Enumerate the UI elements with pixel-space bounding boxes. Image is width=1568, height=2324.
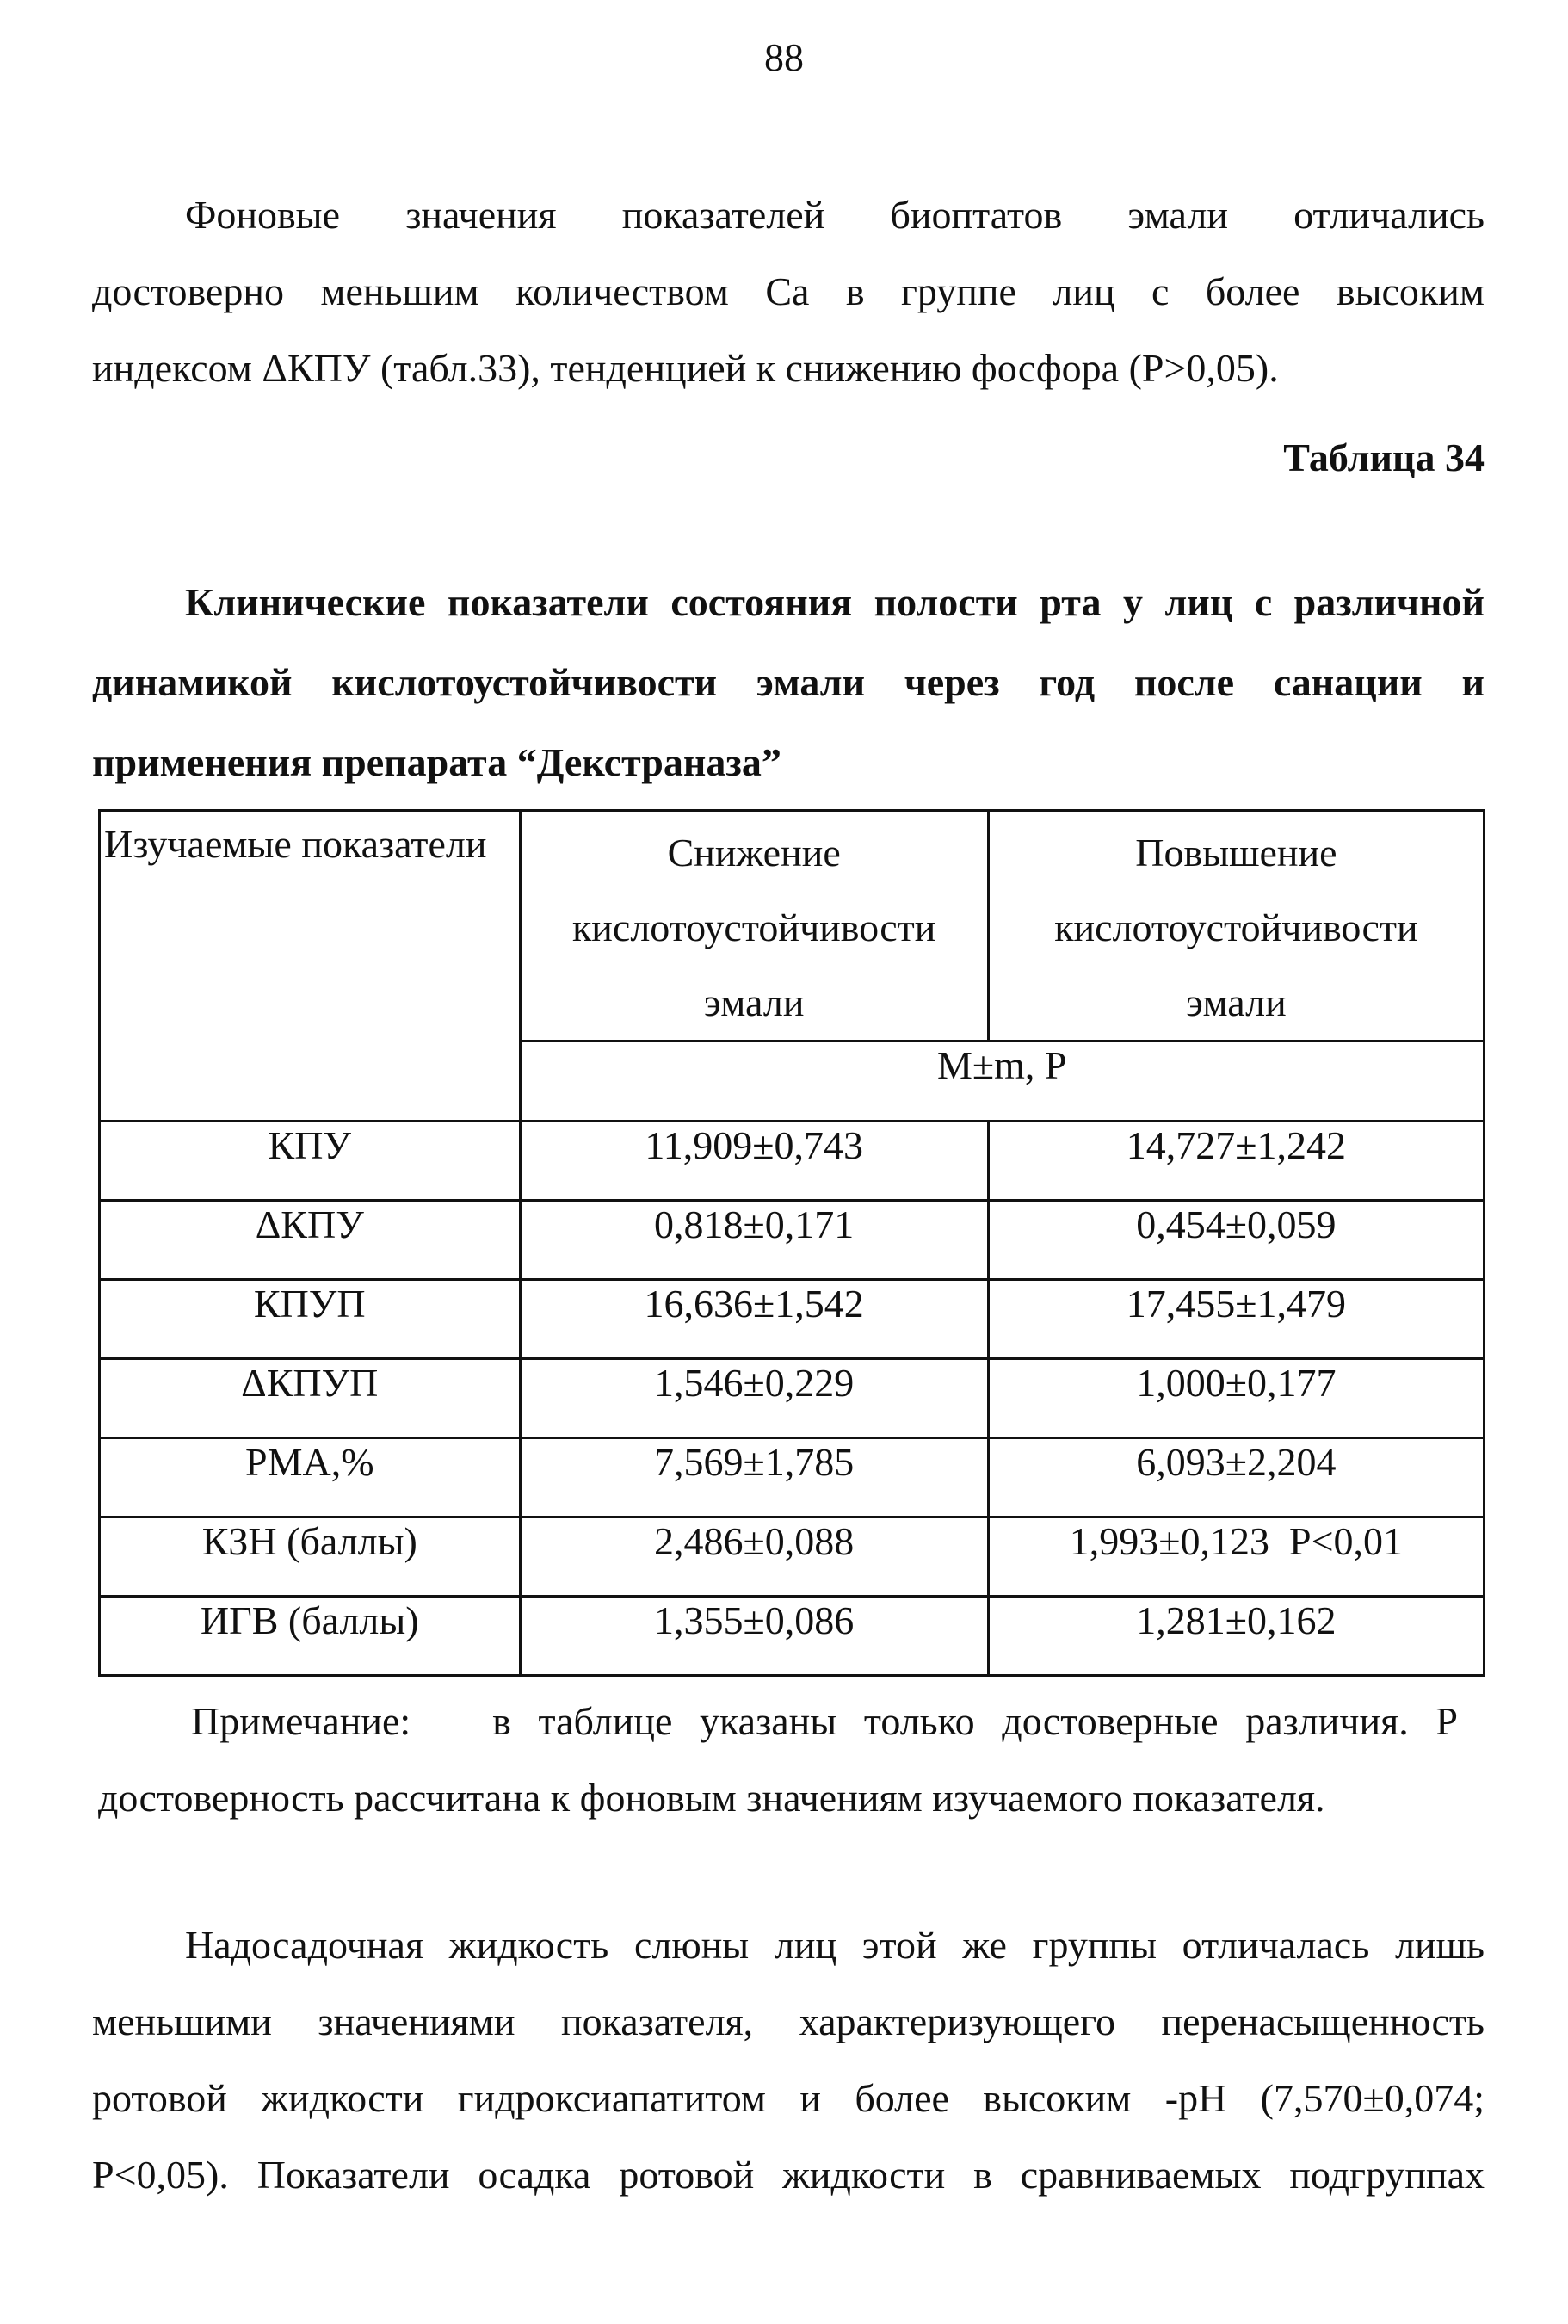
row-increase-value: 1,993±0,123 Р<0,01 [988, 1517, 1484, 1597]
row-decrease-value: 0,818±0,171 [520, 1201, 988, 1280]
row-decrease-value: 1,546±0,229 [520, 1359, 988, 1438]
data-table [98, 809, 1485, 1677]
table-row [100, 1201, 1485, 1280]
bottom-paragraph [92, 1907, 1485, 2213]
row-decrease-value: 7,569±1,785 [520, 1438, 988, 1517]
row-increase-value: 6,093±2,204 [988, 1438, 1484, 1517]
intro-paragraph [92, 176, 1485, 406]
row-label: КЗН (баллы) [100, 1517, 521, 1597]
intro-line-2: достоверно меньшим количеством Са в группе лиц с более высоким [92, 269, 1485, 313]
intro-line-3: индексом ΔКПУ (табл.33), тенденцией к снижению фосфора (Р>0,05). [92, 346, 1279, 390]
table-row [100, 1359, 1485, 1438]
row-increase-value: 1,281±0,162 [988, 1597, 1484, 1676]
row-decrease-value: 11,909±0,743 [520, 1122, 988, 1201]
header-decrease-line-3: эмали [703, 980, 805, 1024]
header-increase-line-1: Повышение [1135, 831, 1337, 875]
header-indicators: Изучаемые показатели [100, 811, 521, 1122]
row-decrease-value: 1,355±0,086 [520, 1597, 988, 1676]
row-label: ИГВ (баллы) [100, 1597, 521, 1676]
table-row [100, 1280, 1485, 1359]
bottom-line-4: Р<0,05). Показатели осадка ротовой жидкости в сравниваемых подгруппах [92, 2153, 1485, 2197]
row-label: КПУП [100, 1280, 521, 1359]
caption-line-2: динамикой кислотоустойчивости эмали через год после санации и [92, 660, 1485, 704]
header-increase [988, 811, 1484, 1041]
intro-line-1: Фоновые значения показателей биоптатов эмали отличались [185, 193, 1485, 237]
table-note [98, 1683, 1458, 1836]
note-line-2: достоверность рассчитана к фоновым значениям изучаемого показателя. [98, 1776, 1325, 1820]
table-row [100, 1517, 1485, 1597]
row-increase-value: 0,454±0,059 [988, 1201, 1484, 1280]
table-row [100, 1438, 1485, 1517]
caption-line-3: применения препарата “Декстраназа” [92, 740, 781, 784]
header-decrease-line-2: кислотоустойчивости [571, 905, 936, 949]
row-label: ΔКПУ [100, 1201, 521, 1280]
row-increase-value: 17,455±1,479 [988, 1280, 1484, 1359]
caption-line-1: Клинические показатели состояния полости рта у лиц с различной [185, 580, 1485, 624]
bottom-line-1: Надосадочная жидкость слюны лиц этой же группы отличалась лишь [185, 1923, 1485, 1967]
row-label: ΔКПУП [100, 1359, 521, 1438]
note-line-1: Примечание: в таблице указаны только достоверные различия. Р [191, 1699, 1458, 1743]
unit-row: M±m, P [520, 1041, 1484, 1122]
row-label: КПУ [100, 1122, 521, 1201]
table-caption [92, 562, 1485, 802]
row-decrease-value: 2,486±0,088 [520, 1517, 988, 1597]
table-row [100, 1597, 1485, 1676]
bottom-line-2: меньшими значениями показателя, характеризующего перенасыщенность [92, 2000, 1485, 2043]
table-label: Таблица 34 [1283, 436, 1485, 479]
header-decrease [520, 811, 988, 1041]
header-increase-line-2: кислотоустойчивости [1054, 905, 1418, 949]
row-increase-value: 1,000±0,177 [988, 1359, 1484, 1438]
header-decrease-line-1: Снижение [667, 831, 841, 875]
row-increase-value: 14,727±1,242 [988, 1122, 1484, 1201]
row-label: РМА,% [100, 1438, 521, 1517]
table-row [100, 1122, 1485, 1201]
page-number: 88 [764, 35, 804, 79]
row-decrease-value: 16,636±1,542 [520, 1280, 988, 1359]
bottom-line-3: ротовой жидкости гидроксиапатитом и более высоким -рН (7,570±0,074; [92, 2076, 1485, 2120]
header-increase-line-3: эмали [1186, 980, 1287, 1024]
